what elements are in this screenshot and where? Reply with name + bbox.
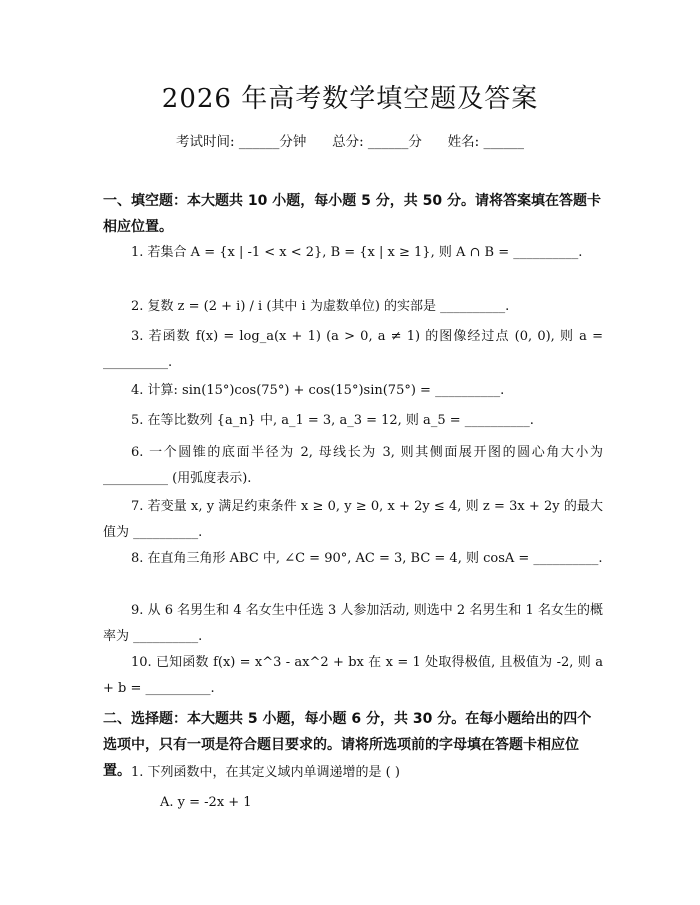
question-8: 8. 在直角三角形 ABC 中, ∠C = 90°, AC = 3, BC = 4, 则 cosA = __________. xyxy=(131,551,603,566)
choice-question-1: 1. 下列函数中，在其定义域内单调递增的是 ( ) xyxy=(131,765,400,780)
question-1: 1. 若集合 A = {x | -1 < x < 2}, B = {x | x ≥ 1}, 则 A ∩ B = __________. xyxy=(131,245,583,260)
question-4: 4. 计算: sin(15°)cos(75°) + cos(15°)sin(75°) = __________. xyxy=(131,383,505,398)
question-10: 10. 已知函数 f(x) = x^3 - ax^2 + bx 在 x = 1 处取得极值, 且极值为 -2, 则 a + b = __________. xyxy=(103,655,603,696)
question-2: 2. 复数 z = (2 + i) / i (其中 i 为虚数单位) 的实部是 __________. xyxy=(131,299,510,314)
question-5: 5. 在等比数列 {a_n} 中, a_1 = 3, a_3 = 12, 则 a_5 = __________. xyxy=(131,413,534,428)
question-7: 7. 若变量 x, y 满足约束条件 x ≥ 0, y ≥ 0, x + 2y ≤ 4, 则 z = 3x + 2y 的最大值为 __________. xyxy=(103,499,603,540)
exam-info-line: 考试时间: ______分钟 总分: ______分 姓名: ______ xyxy=(175,134,524,150)
question-9: 9. 从 6 名男生和 4 名女生中任选 3 人参加活动, 则选中 2 名男生和 1 名女生的概率为 __________. xyxy=(103,603,603,644)
page-title: 2026 年高考数学填空题及答案 xyxy=(161,84,539,114)
choice-option-a: A. y = -2x + 1 xyxy=(160,795,252,810)
question-6: 6. 一个圆锥的底面半径为 2, 母线长为 3, 则其侧面展开图的圆心角大小为 __________ (用弧度表示). xyxy=(103,445,603,486)
section-heading-fill-in: 一、填空题：本大题共 10 小题，每小题 5 分，共 50 分。请将答案填在答题卡相应位置。 xyxy=(103,193,601,235)
question-3: 3. 若函数 f(x) = log_a(x + 1) (a > 0, a ≠ 1) 的图像经过点 (0, 0), 则 a = __________. xyxy=(103,329,603,370)
section-heading-multiple-choice: 二、选择题：本大题共 5 小题，每小题 6 分，共 30 分。在每小题给出的四个选项中，只有一项是符合题目要求的。请将所选项前的字母填在答题卡相应位置。 xyxy=(103,711,592,779)
